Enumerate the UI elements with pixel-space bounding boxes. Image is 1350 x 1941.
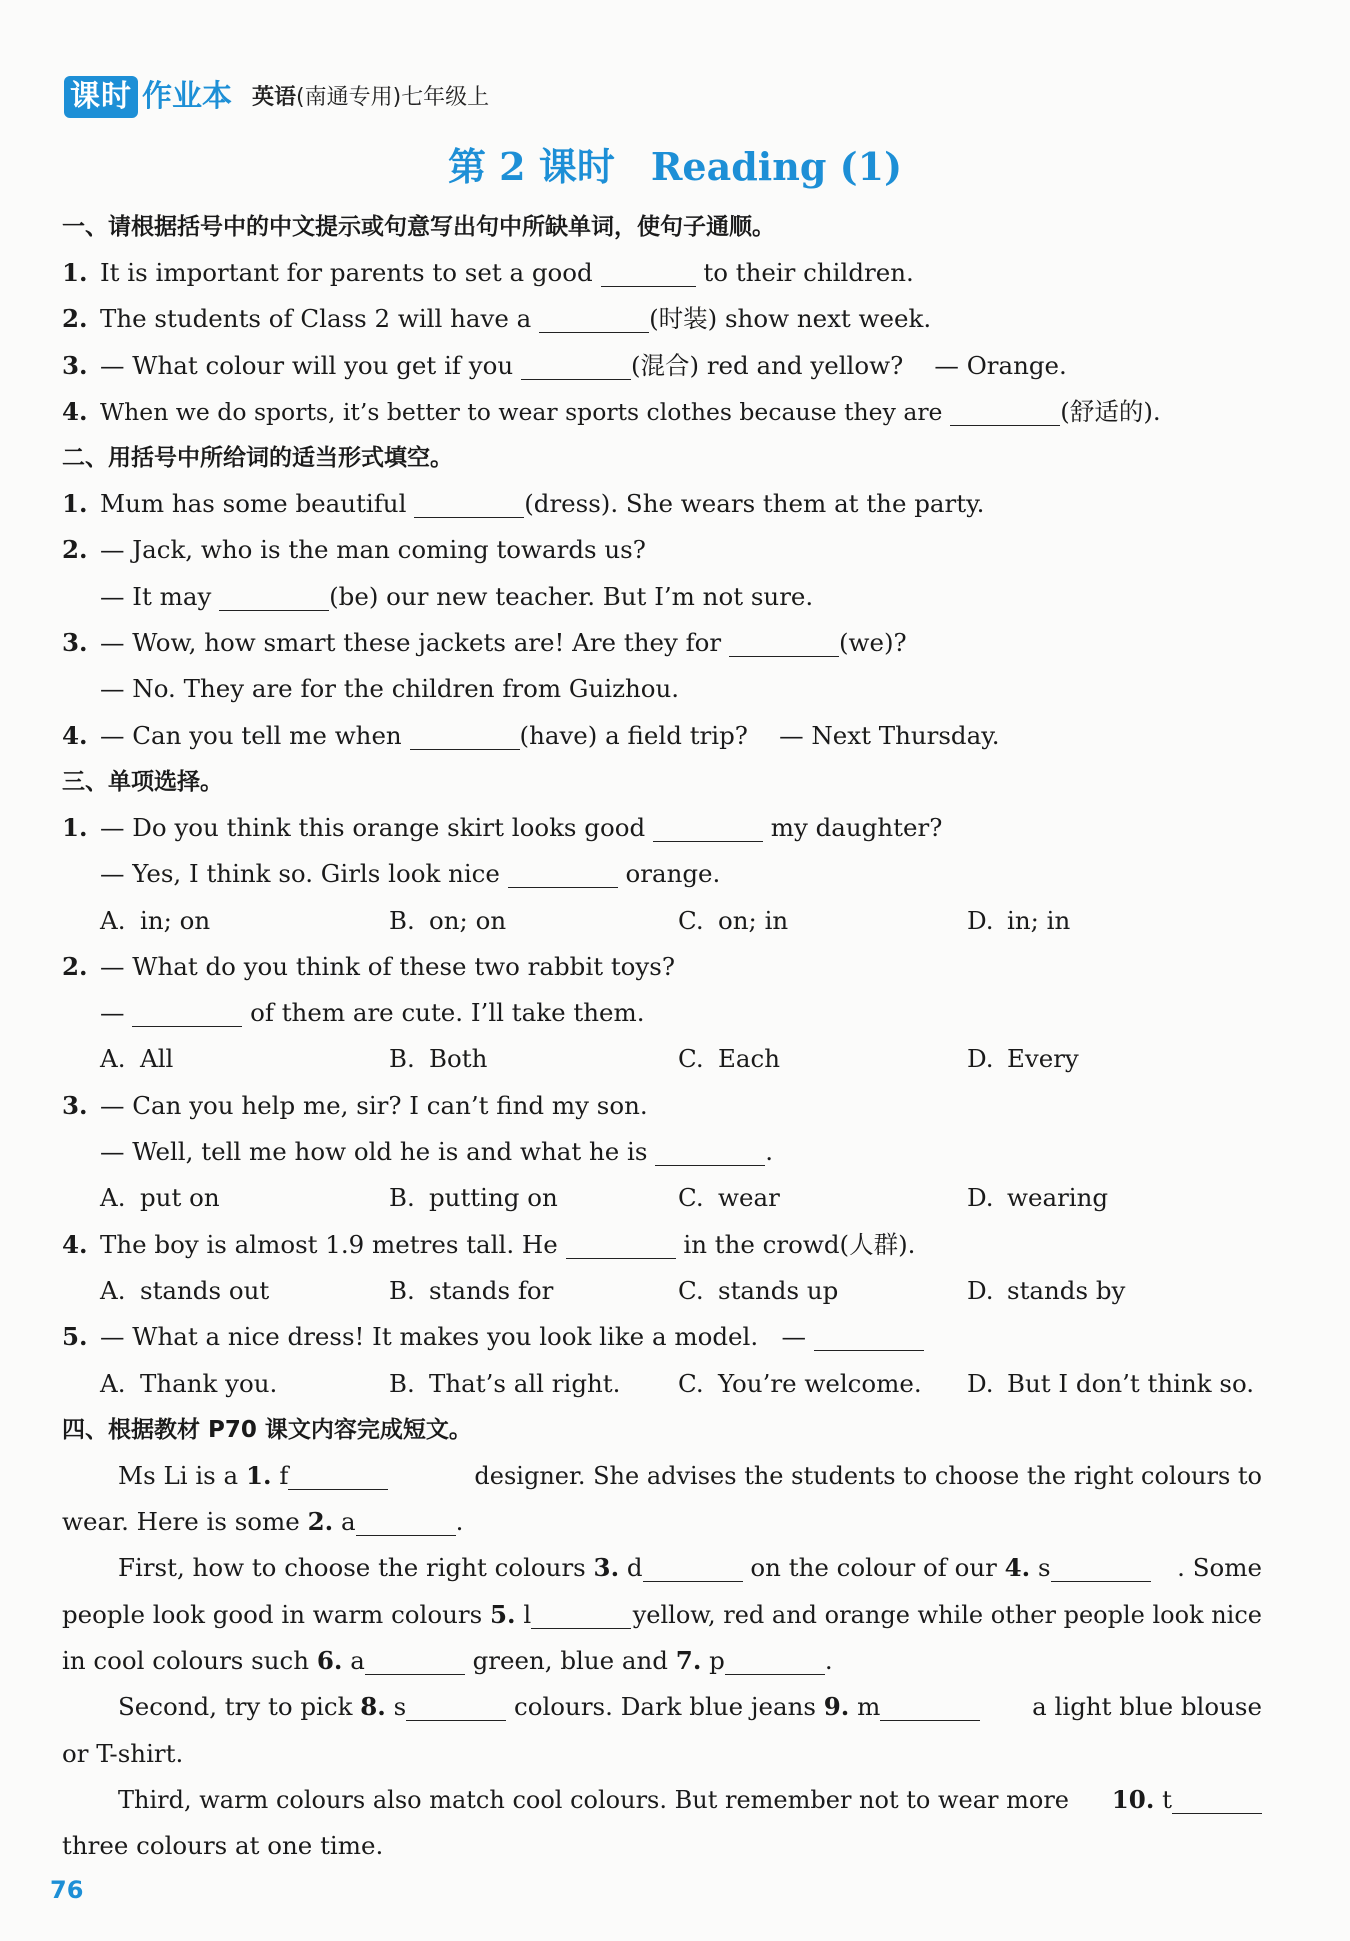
question-text: — What a nice dress! It makes you look like a model. <box>100 1322 759 1352</box>
option-b[interactable]: B. stands for <box>389 1275 554 1305</box>
answer-blank[interactable] <box>566 1228 676 1259</box>
answer-blank[interactable] <box>531 1598 631 1629</box>
option-b[interactable]: B. on; on <box>389 905 507 935</box>
option-c[interactable]: C. stands up <box>678 1275 839 1305</box>
question-number: 4. <box>62 396 88 426</box>
s3-question-2-reply <box>62 990 1262 1036</box>
question-text: (have) a field trip? <box>519 720 748 750</box>
option-d[interactable]: D. Every <box>967 1044 1079 1074</box>
question-text: (we)? <box>838 628 907 658</box>
option-b[interactable]: B. That’s all right. <box>389 1368 621 1398</box>
answer-blank[interactable] <box>950 395 1060 426</box>
section-4-title: 四、根据教材 P70 课文内容完成短文。 <box>62 1416 472 1443</box>
exercise-content <box>62 204 1262 1870</box>
s3-question-2 <box>62 944 1262 990</box>
s3-q4-options <box>62 1268 1262 1314</box>
lesson-number: 第 2 课时 <box>447 144 615 189</box>
question-text: orange. <box>625 859 721 889</box>
option-c[interactable]: C. You’re welcome. <box>678 1368 922 1398</box>
question-text: — Can you help me, sir? I can’t find my son. <box>100 1090 648 1120</box>
question-text: When we do sports, it’s better to wear sports clothes because they are <box>100 397 943 426</box>
option-a[interactable]: A. put on <box>100 1183 220 1213</box>
answer-blank[interactable] <box>410 719 520 750</box>
book-header <box>64 74 489 118</box>
option-d[interactable]: D. in; in <box>967 905 1071 935</box>
lesson-topic: Reading (1) <box>650 144 903 189</box>
answer-blank[interactable] <box>132 996 242 1027</box>
s1-question-1 <box>62 250 1262 296</box>
s2-question-3-reply <box>62 666 1262 712</box>
answer-blank[interactable] <box>1051 1551 1151 1582</box>
question-text: The boy is almost 1.9 metres tall. He <box>100 1229 558 1259</box>
s3-question-1-reply <box>62 851 1262 897</box>
question-number: 3. <box>62 1090 88 1120</box>
question-text: The students of Class 2 will have a <box>100 304 532 334</box>
answer-blank[interactable] <box>219 580 329 611</box>
s3-q5-options <box>62 1361 1262 1407</box>
answer-blank[interactable] <box>729 626 839 657</box>
question-text: — No. They are for the children from Guizhou. <box>100 674 680 704</box>
answer-blank[interactable] <box>601 256 696 287</box>
answer-text: — Orange. <box>934 350 1067 380</box>
question-text: — It may <box>100 581 212 611</box>
question-number: 5. <box>62 1322 88 1352</box>
option-b[interactable]: B. putting on <box>389 1183 558 1213</box>
book-name: 作业本 <box>142 79 232 114</box>
option-a[interactable]: A. stands out <box>100 1275 270 1305</box>
answer-blank[interactable] <box>356 1505 456 1536</box>
book-subtitle <box>252 78 489 118</box>
answer-blank[interactable] <box>655 1135 765 1166</box>
question-text: my daughter? <box>770 812 943 842</box>
s1-question-4 <box>62 389 1262 435</box>
question-number: 1. <box>62 258 88 287</box>
subject-label: 英语 <box>252 85 297 110</box>
question-number: 2. <box>62 535 88 565</box>
option-a[interactable]: A. All <box>100 1044 174 1074</box>
page-title <box>0 136 1350 191</box>
answer-blank[interactable] <box>414 487 524 518</box>
option-c[interactable]: C. on; in <box>678 905 789 935</box>
question-number: 3. <box>62 628 88 658</box>
question-text: — Well, tell me how old he is and what he is <box>100 1137 648 1167</box>
section-1-title: 一、请根据括号中的中文提示或句意写出句中所缺单词，使句子通顺。 <box>62 214 775 240</box>
question-text: It is important for parents to set a good <box>100 258 593 287</box>
question-text: — <box>781 1322 807 1352</box>
answer-blank[interactable] <box>539 302 649 333</box>
answer-text: — Next Thursday. <box>779 720 1000 750</box>
question-number: 1. <box>62 489 88 519</box>
option-a[interactable]: A. in; on <box>100 905 211 935</box>
section-2-title: 二、用括号中所给词的适当形式填空。 <box>62 445 453 472</box>
option-b[interactable]: B. Both <box>389 1044 488 1074</box>
answer-blank[interactable] <box>288 1459 388 1490</box>
s3-q1-options <box>62 898 1262 944</box>
section-3-title: 三、单项选择。 <box>62 768 223 795</box>
answer-blank[interactable] <box>365 1644 465 1675</box>
question-text: — Do you think this orange skirt looks good <box>100 812 646 842</box>
s2-question-2 <box>62 527 1262 573</box>
passage-line: First, how to choose the right colours 3. d on the colour of our 4. s . Some <box>118 1553 1262 1583</box>
s2-question-1 <box>62 481 1262 527</box>
option-a[interactable]: A. Thank you. <box>100 1368 278 1398</box>
question-text: . <box>765 1137 774 1167</box>
answer-blank[interactable] <box>725 1644 825 1675</box>
option-d[interactable]: D. stands by <box>967 1275 1126 1305</box>
edition-label: (南通专用)七年级上 <box>296 85 490 110</box>
passage-line: Second, try to pick 8. s colours. Dark blue jeans 9. m a light blue blouse <box>118 1692 1262 1722</box>
option-d[interactable]: D. wearing <box>967 1183 1109 1213</box>
answer-blank[interactable] <box>653 811 763 842</box>
question-text: (时装) show next week. <box>649 304 932 334</box>
passage-line: in cool colours such 6. a green, blue and 7. p . <box>62 1646 833 1676</box>
answer-blank[interactable] <box>880 1690 980 1721</box>
question-text: — What do you think of these two rabbit toys? <box>100 951 675 981</box>
option-c[interactable]: C. Each <box>678 1044 780 1074</box>
question-text: — Wow, how smart these jackets are! Are they for <box>100 628 722 658</box>
s3-question-3-reply <box>62 1129 1262 1175</box>
question-number: 4. <box>62 720 88 750</box>
s3-q2-options <box>62 1036 1262 1082</box>
passage-line: wear. Here is some 2. a . <box>62 1507 464 1537</box>
question-text: (dress). She wears them at the party. <box>524 489 985 519</box>
passage-line: or T-shirt. <box>62 1738 184 1768</box>
option-c[interactable]: C. wear <box>678 1183 780 1213</box>
question-number: 2. <box>62 304 88 334</box>
question-text: — What colour will you get if you <box>100 350 514 380</box>
s1-question-2 <box>62 296 1262 342</box>
s3-q3-options <box>62 1175 1262 1221</box>
answer-blank[interactable] <box>643 1551 743 1582</box>
passage-line: Ms Li is a 1. f designer. She advises the students to choose the right colours to <box>118 1460 1262 1490</box>
question-number: 1. <box>62 812 88 842</box>
question-text: — Yes, I think so. Girls look nice <box>100 859 500 889</box>
answer-blank[interactable] <box>508 857 618 888</box>
book-logo: 课时 <box>64 76 138 118</box>
s2-question-4 <box>62 713 1262 759</box>
answer-blank[interactable] <box>1172 1783 1262 1814</box>
answer-blank[interactable] <box>814 1320 924 1351</box>
passage-line: three colours at one time. <box>62 1831 384 1861</box>
passage-line: Third, warm colours also match cool colours. But remember not to wear more 10. t <box>62 1777 1262 1823</box>
question-text: (舒适的). <box>1060 396 1161 426</box>
question-text: Mum has some beautiful <box>100 489 407 519</box>
option-d[interactable]: D. But I don’t think so. <box>967 1368 1255 1398</box>
question-text: (混合) red and yellow? <box>630 350 904 380</box>
answer-blank[interactable] <box>406 1690 506 1721</box>
question-number: 4. <box>62 1229 88 1259</box>
question-text: to their children. <box>703 258 914 287</box>
question-number: 2. <box>62 951 88 981</box>
s3-question-5 <box>62 1314 1262 1360</box>
s3-question-3 <box>62 1083 1262 1129</box>
answer-blank[interactable] <box>521 349 631 380</box>
passage-line: people look good in warm colours 5. l yellow, red and orange while other people look nice <box>62 1599 1262 1629</box>
page-number: 76 <box>50 1876 84 1904</box>
question-number: 3. <box>62 350 88 380</box>
s3-question-1 <box>62 805 1262 851</box>
s1-question-3 <box>62 343 1262 389</box>
question-text: (be) our new teacher. But I’m not sure. <box>329 581 814 611</box>
question-text: — <box>100 998 125 1028</box>
s3-question-4 <box>62 1222 1262 1268</box>
question-text: — Jack, who is the man coming towards us? <box>100 535 646 565</box>
s2-question-3 <box>62 620 1262 666</box>
question-text: — Can you tell me when <box>100 720 402 750</box>
s2-question-2-reply <box>62 574 1262 620</box>
question-text: of them are cute. I’ll take them. <box>250 998 645 1028</box>
question-text: in the crowd(人群). <box>683 1229 916 1259</box>
